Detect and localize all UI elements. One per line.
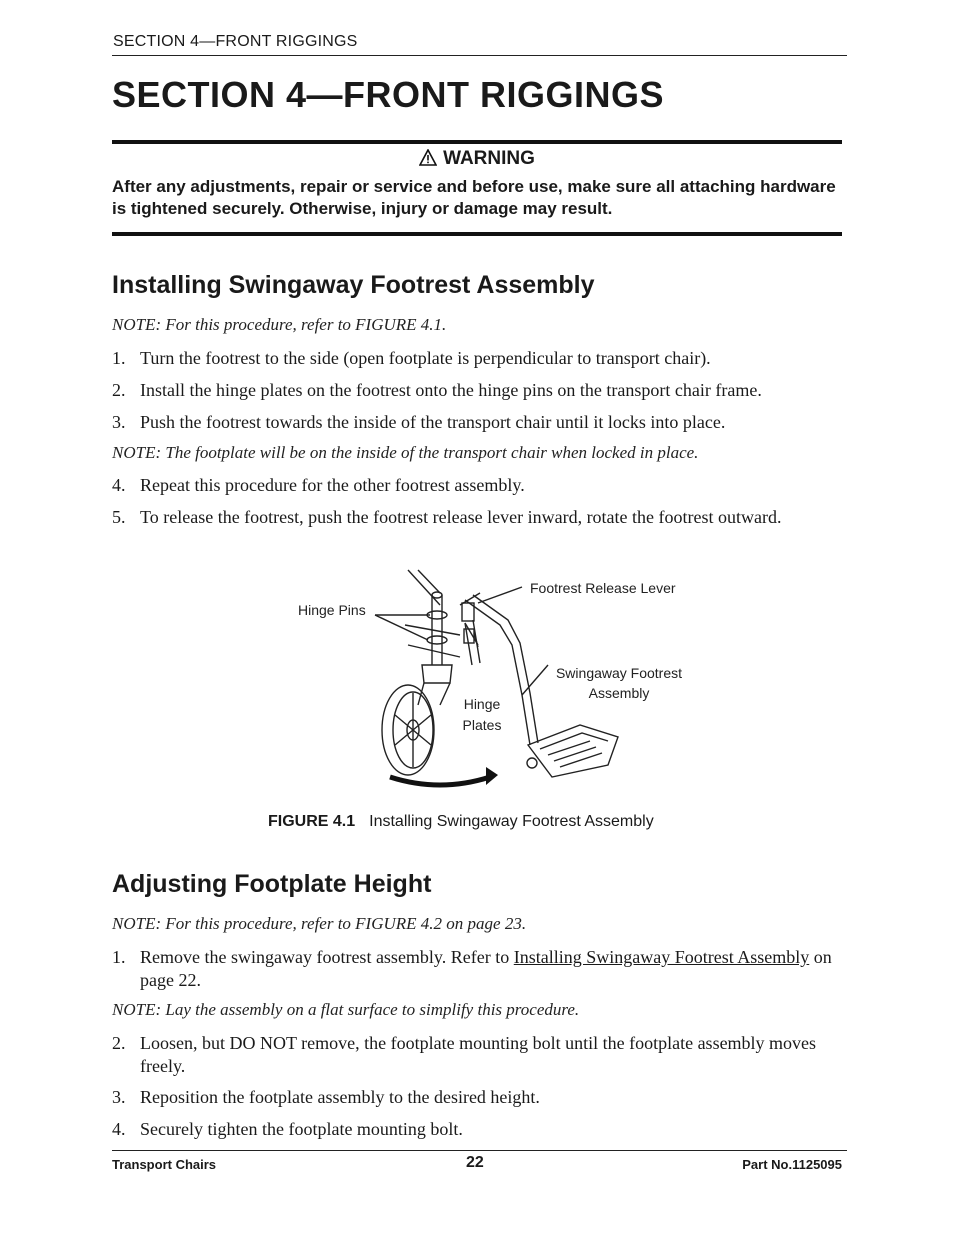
figure-4-1 [290,565,710,800]
adjust-heading: Adjusting Footplate Height [112,870,432,898]
install-heading: Installing Swingaway Footrest Assembly [112,271,595,299]
installing-footrest-link[interactable]: Installing Swingaway Footrest Assembly [513,947,810,967]
figure-caption-text: Installing Swingaway Footrest Assembly [369,813,654,830]
install-note-1: NOTE: For this procedure, refer to FIGURE 4.1. [112,315,447,334]
footer-rule [112,1150,847,1151]
footer-part-number: Part No.1125095 [742,1157,842,1172]
step-text: Repeat this procedure for the other footrest assembly. [140,475,525,495]
running-header: SECTION 4—FRONT RIGGINGS [113,33,358,50]
footer-product: Transport Chairs [112,1157,217,1172]
warning-bottom-rule [112,232,842,236]
label-plates: Plates [462,717,502,733]
install-note-2: NOTE: The footplate will be on the inside of the transport chair when locked in place. [112,443,699,462]
step-text: Push the footrest towards the inside of the transport chair until it locks into place. [140,412,726,432]
label-release-lever: Footrest Release Lever [530,580,676,596]
header-rule [112,55,847,56]
warning-triangle-icon [419,149,437,172]
step-number: 4. [112,475,126,495]
step-text-pre: Remove the swingaway footrest assembly. Refer to [140,947,514,967]
step-number: 2. [112,380,126,400]
label-hinge-pins: Hinge Pins [298,602,366,618]
step-text: To release the footrest, push the footrest release lever inward, rotate the footrest outward. [140,507,782,527]
label-swingaway-1: Swingaway Footrest [555,665,683,681]
step-text: Loosen, but DO NOT remove, the footplate mounting bolt until the footplate assembly moves freely. [140,1033,817,1076]
step-number: 1. [112,947,126,967]
label-swingaway-2: Assembly [588,685,650,701]
page-title: SECTION 4—FRONT RIGGINGS [112,74,665,115]
page-number: 22 [466,1154,484,1171]
warning-title-text: WARNING [443,148,535,169]
step-number: 3. [112,412,126,432]
step-text: Install the hinge plates on the footrest onto the hinge pins on the transport chair frame. [140,380,762,400]
step-text [140,946,848,992]
step-number: 4. [112,1119,126,1139]
warning-text: After any adjustments, repair or service and before use, make sure all attaching hardware is tightened securely. Otherwise, injury or damage may result. [112,177,836,218]
warning-top-rule [112,140,842,144]
step-text: Reposition the footplate assembly to the desired height. [140,1087,540,1107]
step-number: 1. [112,348,126,368]
figure-caption-label: FIGURE 4.1 [268,813,356,830]
warning-title [112,148,842,172]
step-text: Turn the footrest to the side (open footplate is perpendicular to transport chair). [140,348,711,368]
step-number: 2. [112,1033,126,1053]
step-text: Securely tighten the footplate mounting bolt. [140,1119,463,1139]
adjust-note-1: NOTE: For this procedure, refer to FIGURE 4.2 on page 23. [112,914,527,933]
footrest-illustration [290,565,710,800]
adjust-note-2: NOTE: Lay the assembly on a flat surface to simplify this procedure. [112,1000,580,1019]
figure-caption [268,813,654,831]
step-number: 5. [112,507,126,527]
step-text-post: on page 22. [140,947,832,990]
label-hinge: Hinge [463,696,501,712]
step-number: 3. [112,1087,126,1107]
